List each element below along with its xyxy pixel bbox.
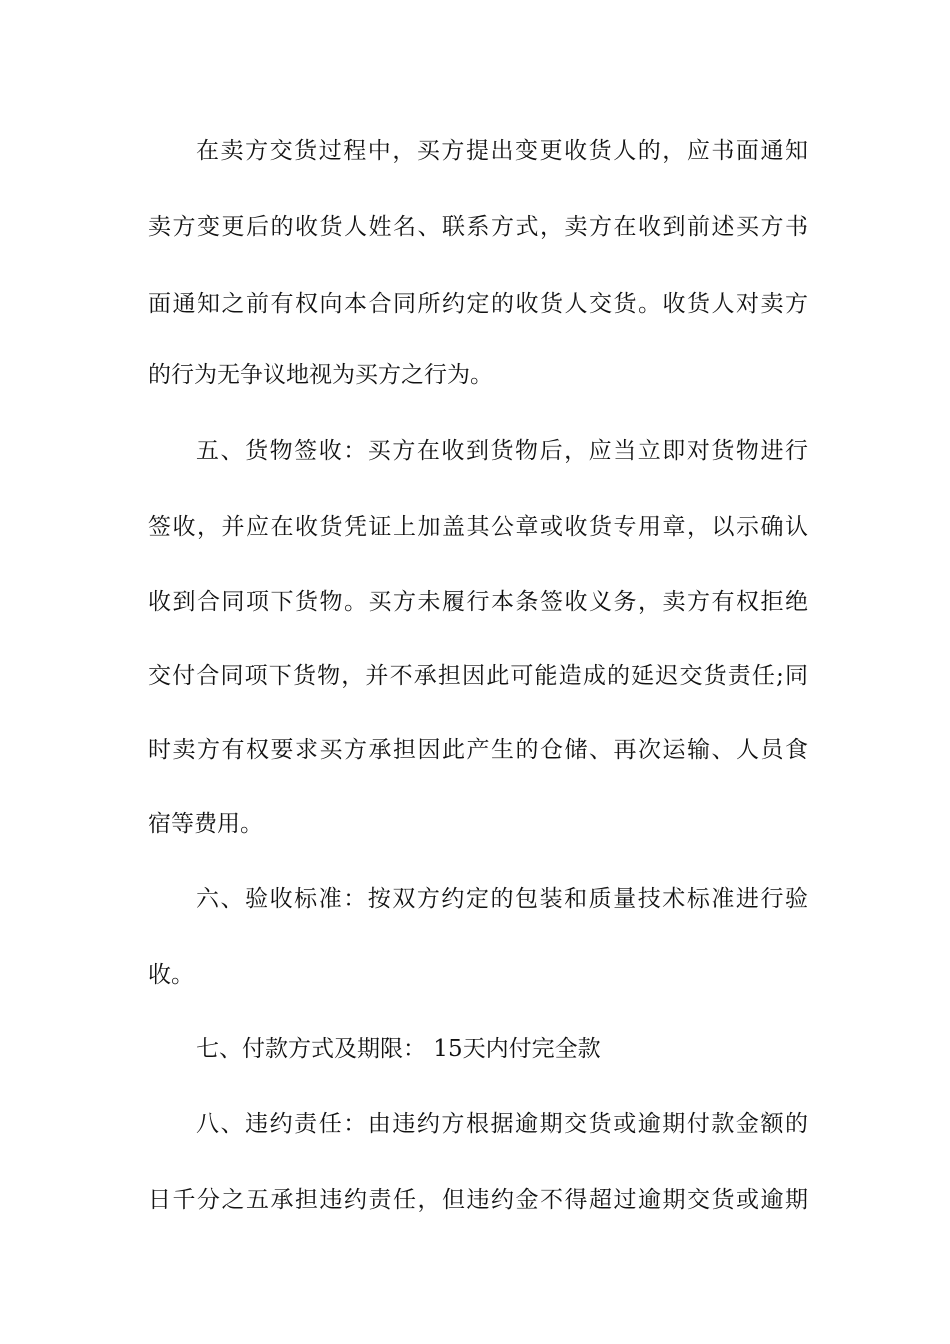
text-line: 面通知之前有权向本合同所约定的收货人交货。收货人对卖方 — [148, 291, 808, 317]
text-line: 时卖方有权要求买方承担因此产生的仓储、再次运输、人员食 — [148, 737, 808, 763]
text-line: 五、货物签收：买方在收到货物后，应当立即对货物进行 — [196, 438, 808, 464]
text-line: 日千分之五承担违约责任，但违约金不得超过逾期交货或逾期 — [148, 1187, 808, 1213]
text-line: 签收，并应在收货凭证上加盖其公章或收货专用章，以示确认 — [148, 514, 808, 540]
text-line: 六、验收标准：按双方约定的包装和质量技术标准进行验 — [196, 886, 808, 912]
text-line: 收到合同项下货物。买方未履行本条签收义务，卖方有权拒绝 — [148, 589, 808, 615]
text-line: 交付合同项下货物，并不承担因此可能造成的延迟交货责任;同 — [148, 663, 808, 689]
text-line: 收。 — [148, 962, 194, 988]
text-line: 七、付款方式及期限： 15天内付完全款 — [196, 1036, 601, 1062]
text-line: 在卖方交货过程中，买方提出变更收货人的，应书面通知 — [196, 138, 808, 164]
text-line: 八、违约责任：由违约方根据逾期交货或逾期付款金额的 — [196, 1111, 808, 1137]
text-line: 的行为无争议地视为买方之行为。 — [148, 362, 493, 388]
text-line: 宿等费用。 — [148, 811, 263, 837]
text-line: 卖方变更后的收货人姓名、联系方式，卖方在收到前述买方书 — [148, 214, 808, 240]
